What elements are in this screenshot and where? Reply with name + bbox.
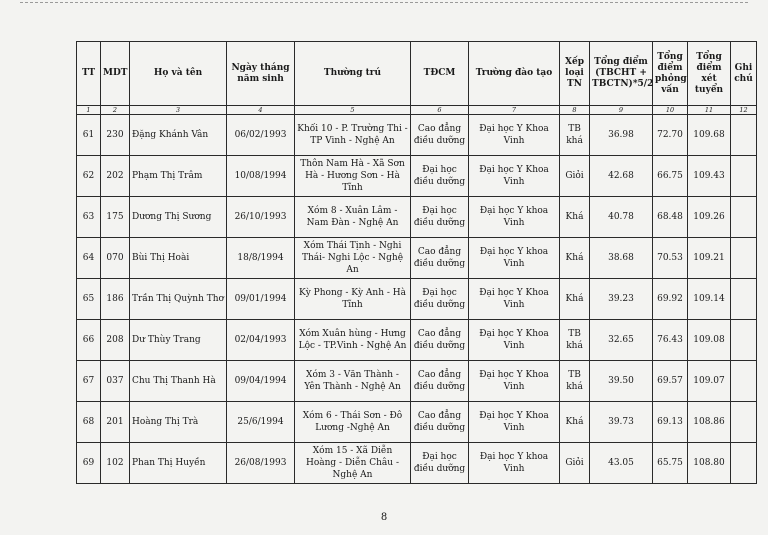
cell-tt: 63 xyxy=(77,197,101,238)
cell-total: 109.43 xyxy=(688,156,731,197)
cell-score: 42.68 xyxy=(590,156,653,197)
cell-address: Xóm 6 - Thái Sơn - Đô Lương -Nghệ An xyxy=(295,402,411,443)
table-row xyxy=(77,197,757,238)
cell-rank: Khá xyxy=(560,197,590,238)
cell-tt: 69 xyxy=(77,443,101,484)
cell-tt: 64 xyxy=(77,238,101,279)
cell-interview: 76.43 xyxy=(653,320,688,361)
cell-rank: TB khá xyxy=(560,115,590,156)
cell-score: 39.50 xyxy=(590,361,653,402)
cell-name: Bùi Thị Hoài xyxy=(130,238,227,279)
cell-rank: Khá xyxy=(560,402,590,443)
cell-school: Đại học Y khoa Vinh xyxy=(469,197,560,238)
header-dob: Ngày tháng năm sinh xyxy=(227,42,295,106)
col-number: 10 xyxy=(653,106,688,115)
cell-mdt: 208 xyxy=(101,320,130,361)
cell-interview: 65.75 xyxy=(653,443,688,484)
cell-address: Xóm 8 - Xuân Lâm - Nam Đàn - Nghệ An xyxy=(295,197,411,238)
cell-address: Xóm Thái Tịnh - Nghi Thái- Nghi Lộc - Nghệ An xyxy=(295,238,411,279)
cell-score: 39.73 xyxy=(590,402,653,443)
cell-tdcm: Đại học điều dưỡng xyxy=(411,156,469,197)
cell-score: 40.78 xyxy=(590,197,653,238)
cell-tdcm: Cao đẳng điều dưỡng xyxy=(411,361,469,402)
cell-dob: 02/04/1993 xyxy=(227,320,295,361)
cell-score: 32.65 xyxy=(590,320,653,361)
cell-tdcm: Cao đẳng điều dưỡng xyxy=(411,320,469,361)
col-number: 2 xyxy=(101,106,130,115)
cell-mdt: 230 xyxy=(101,115,130,156)
cell-note xyxy=(731,443,757,484)
cell-interview: 69.13 xyxy=(653,402,688,443)
cell-address: Kỳ Phong - Kỳ Anh - Hà Tĩnh xyxy=(295,279,411,320)
cell-score: 43.05 xyxy=(590,443,653,484)
cell-address: Xóm 15 - Xã Diễn Hoàng - Diễn Châu - Nghệ An xyxy=(295,443,411,484)
cell-rank: Giỏi xyxy=(560,156,590,197)
cell-tt: 67 xyxy=(77,361,101,402)
header-mdt: MDT xyxy=(101,42,130,106)
cell-name: Dương Thị Sương xyxy=(130,197,227,238)
cell-tt: 62 xyxy=(77,156,101,197)
cell-address: Xóm Xuân hùng - Hưng Lộc - TP.Vinh - Nghệ An xyxy=(295,320,411,361)
candidate-results-table xyxy=(76,41,757,484)
page-number: 8 xyxy=(380,512,388,523)
cell-rank: Khá xyxy=(560,238,590,279)
cell-tt: 66 xyxy=(77,320,101,361)
cell-note xyxy=(731,156,757,197)
cell-tdcm: Đại học điều dưỡng xyxy=(411,197,469,238)
cell-dob: 09/01/1994 xyxy=(227,279,295,320)
header-note: Ghi chú xyxy=(731,42,757,106)
table-row xyxy=(77,279,757,320)
table-row xyxy=(77,402,757,443)
cell-tdcm: Đại học điều dưỡng xyxy=(411,279,469,320)
cell-note xyxy=(731,320,757,361)
cell-dob: 10/08/1994 xyxy=(227,156,295,197)
cell-total: 109.07 xyxy=(688,361,731,402)
cell-note xyxy=(731,115,757,156)
cell-note xyxy=(731,238,757,279)
cell-total: 109.14 xyxy=(688,279,731,320)
cell-interview: 66.75 xyxy=(653,156,688,197)
cell-tdcm: Cao đẳng điều dưỡng xyxy=(411,115,469,156)
cell-note xyxy=(731,361,757,402)
cell-total: 109.08 xyxy=(688,320,731,361)
cell-mdt: 070 xyxy=(101,238,130,279)
header-interview: Tổng điểm phỏng vấn xyxy=(653,42,688,106)
header-row xyxy=(77,42,757,106)
cell-address: Xóm 3 - Văn Thành - Yên Thành - Nghệ An xyxy=(295,361,411,402)
header-tt: TT xyxy=(77,42,101,106)
cell-tt: 68 xyxy=(77,402,101,443)
cell-score: 36.98 xyxy=(590,115,653,156)
cell-name: Chu Thị Thanh Hà xyxy=(130,361,227,402)
col-number: 6 xyxy=(411,106,469,115)
cell-name: Phạm Thị Trâm xyxy=(130,156,227,197)
cell-tdcm: Cao đẳng điều dưỡng xyxy=(411,238,469,279)
cell-rank: TB khá xyxy=(560,320,590,361)
col-number: 4 xyxy=(227,106,295,115)
cell-rank: Giỏi xyxy=(560,443,590,484)
page-top-edge xyxy=(20,2,748,3)
cell-school: Đại học Y Khoa Vinh xyxy=(469,320,560,361)
col-number: 11 xyxy=(688,106,731,115)
header-name: Họ và tên xyxy=(130,42,227,106)
cell-name: Hoàng Thị Trà xyxy=(130,402,227,443)
cell-note xyxy=(731,197,757,238)
cell-tt: 61 xyxy=(77,115,101,156)
cell-name: Dư Thùy Trang xyxy=(130,320,227,361)
cell-mdt: 201 xyxy=(101,402,130,443)
cell-dob: 25/6/1994 xyxy=(227,402,295,443)
cell-mdt: 175 xyxy=(101,197,130,238)
col-number: 1 xyxy=(77,106,101,115)
cell-school: Đại học Y khoa Vinh xyxy=(469,443,560,484)
table-row xyxy=(77,320,757,361)
table-row xyxy=(77,156,757,197)
cell-total: 109.21 xyxy=(688,238,731,279)
cell-mdt: 186 xyxy=(101,279,130,320)
cell-tdcm: Cao đẳng điều dưỡng xyxy=(411,402,469,443)
cell-score: 39.23 xyxy=(590,279,653,320)
header-total: Tổng điểm xét tuyển xyxy=(688,42,731,106)
cell-interview: 70.53 xyxy=(653,238,688,279)
cell-tt: 65 xyxy=(77,279,101,320)
col-number: 8 xyxy=(560,106,590,115)
cell-name: Đặng Khánh Vân xyxy=(130,115,227,156)
cell-school: Đại học Y Khoa Vinh xyxy=(469,156,560,197)
cell-school: Đại học Y Khoa Vinh xyxy=(469,115,560,156)
cell-dob: 18/8/1994 xyxy=(227,238,295,279)
cell-tdcm: Đại học điều dưỡng xyxy=(411,443,469,484)
cell-total: 108.80 xyxy=(688,443,731,484)
cell-interview: 72.70 xyxy=(653,115,688,156)
cell-total: 109.68 xyxy=(688,115,731,156)
cell-note xyxy=(731,402,757,443)
table-row xyxy=(77,361,757,402)
cell-name: Trần Thị Quỳnh Thơ xyxy=(130,279,227,320)
col-number: 3 xyxy=(130,106,227,115)
cell-dob: 06/02/1993 xyxy=(227,115,295,156)
cell-total: 109.26 xyxy=(688,197,731,238)
column-number-row xyxy=(77,106,757,115)
header-rank: Xếp loại TN xyxy=(560,42,590,106)
cell-total: 108.86 xyxy=(688,402,731,443)
col-number: 9 xyxy=(590,106,653,115)
col-number: 7 xyxy=(469,106,560,115)
cell-address: Thôn Nam Hà - Xã Sơn Hà - Hương Sơn - Hà Tĩnh xyxy=(295,156,411,197)
cell-dob: 26/10/1993 xyxy=(227,197,295,238)
cell-school: Đại học Y Khoa Vinh xyxy=(469,402,560,443)
cell-school: Đại học Y khoa Vinh xyxy=(469,238,560,279)
col-number: 5 xyxy=(295,106,411,115)
cell-school: Đại học Y Khoa Vinh xyxy=(469,279,560,320)
header-school: Trường đào tạo xyxy=(469,42,560,106)
cell-dob: 26/08/1993 xyxy=(227,443,295,484)
cell-mdt: 202 xyxy=(101,156,130,197)
header-tdcm: TĐCM xyxy=(411,42,469,106)
table-row xyxy=(77,443,757,484)
cell-mdt: 102 xyxy=(101,443,130,484)
cell-dob: 09/04/1994 xyxy=(227,361,295,402)
cell-rank: TB khá xyxy=(560,361,590,402)
cell-rank: Khá xyxy=(560,279,590,320)
table-row xyxy=(77,238,757,279)
cell-note xyxy=(731,279,757,320)
header-address: Thường trú xyxy=(295,42,411,106)
cell-mdt: 037 xyxy=(101,361,130,402)
header-score: Tổng điểm (TBCHT + TBCTN)*5/2 xyxy=(590,42,653,106)
cell-address: Khối 10 - P. Trường Thi - TP Vinh - Nghệ An xyxy=(295,115,411,156)
cell-school: Đại học Y Khoa Vinh xyxy=(469,361,560,402)
cell-score: 38.68 xyxy=(590,238,653,279)
col-number: 12 xyxy=(731,106,757,115)
table-row xyxy=(77,115,757,156)
cell-interview: 69.92 xyxy=(653,279,688,320)
cell-interview: 68.48 xyxy=(653,197,688,238)
cell-interview: 69.57 xyxy=(653,361,688,402)
cell-name: Phan Thị Huyền xyxy=(130,443,227,484)
